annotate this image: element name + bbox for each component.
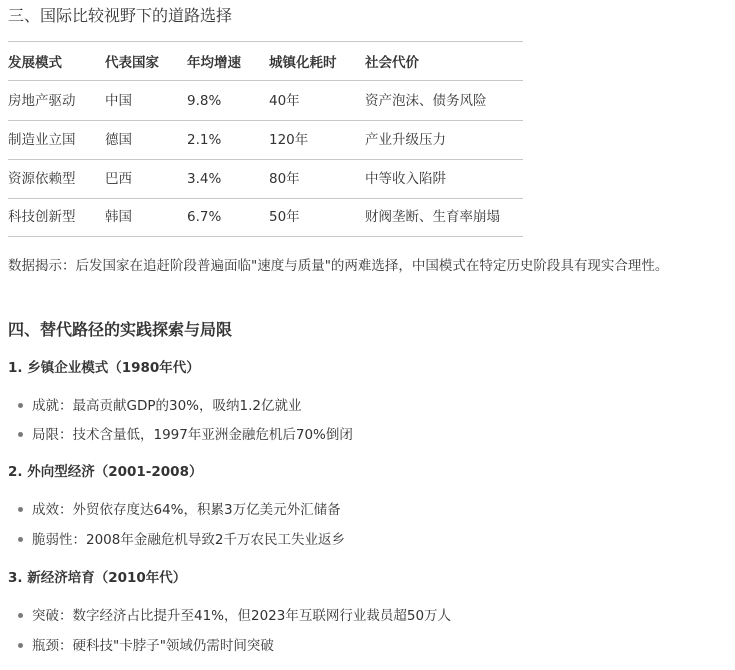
table-cell: 资产泡沫、债务风险: [365, 93, 487, 109]
list-item-text: 突破：数字经济占比提升至41%，但2023年互联网行业裁员超50万人: [32, 608, 452, 624]
table-cell: 制造业立国: [8, 132, 76, 148]
list-item: [32, 606, 451, 626]
table-rule: [8, 120, 523, 121]
table-cell: 50年: [269, 209, 300, 225]
table-cell: 2.1%: [187, 132, 222, 148]
table-rule: [8, 159, 523, 160]
list-item: [32, 396, 301, 416]
bullet-icon: [18, 403, 23, 408]
table-cell: 产业升级压力: [365, 132, 446, 148]
table-cell: 3.4%: [187, 171, 222, 187]
table-cell: 6.7%: [187, 209, 222, 225]
header-cell: 城镇化耗时: [269, 55, 337, 71]
list-item-text: 成就：最高贡献GDP的30%，吸纳1.2亿就业: [32, 398, 302, 414]
subsection-heading: 3. 新经济培育（2010年代）: [8, 570, 187, 586]
list-item-text: 脆弱性：2008年金融危机导致2千万农民工失业返乡: [32, 532, 345, 548]
header-cell: 社会代价: [365, 55, 419, 71]
table-cell: 财阀垄断、生育率崩塌: [365, 209, 500, 225]
table-rule: [8, 80, 523, 81]
table-rule: [8, 41, 523, 42]
header-cell: 年均增速: [187, 55, 241, 71]
table-cell: 房地产驱动: [8, 93, 76, 109]
table-cell: 9.8%: [187, 93, 222, 109]
list-item: [32, 636, 274, 656]
list-item-text: 成效：外贸依存度达64%，积累3万亿美元外汇储备: [32, 502, 341, 518]
table-cell: 中国: [105, 93, 132, 109]
list-item: [32, 530, 345, 550]
header-cell: 代表国家: [105, 55, 159, 71]
bullet-icon: [18, 643, 23, 648]
table-cell: 德国: [105, 132, 132, 148]
table-cell: 中等收入陷阱: [365, 171, 446, 187]
table-cell: 韩国: [105, 209, 132, 225]
section-4-heading: 四、替代路径的实践探索与局限: [8, 320, 233, 339]
list-item-text: 瓶颈：硬科技"卡脖子"领域仍需时间突破: [32, 638, 274, 654]
table-rule: [8, 236, 523, 237]
bullet-icon: [18, 507, 23, 512]
data-note: 数据揭示：后发国家在追赶阶段普遍面临"速度与质量"的两难选择，中国模式在特定历史阶段具有现实合理性。: [8, 258, 669, 274]
subsection-heading: 2. 外向型经济（2001-2008）: [8, 464, 203, 480]
table-cell: 40年: [269, 93, 300, 109]
subsection-heading: 1. 乡镇企业模式（1980年代）: [8, 360, 200, 376]
list-item: [32, 425, 353, 445]
table-rule: [8, 198, 523, 199]
header-cell: 发展模式: [8, 55, 62, 71]
table-cell: 资源依赖型: [8, 171, 76, 187]
table-cell: 科技创新型: [8, 209, 76, 225]
bullet-icon: [18, 537, 23, 542]
bullet-icon: [18, 432, 23, 437]
list-item: [32, 500, 341, 520]
bullet-icon: [18, 613, 23, 618]
list-item-text: 局限：技术含量低，1997年亚洲金融危机后70%倒闭: [32, 427, 353, 443]
table-cell: 巴西: [105, 171, 132, 187]
table-cell: 120年: [269, 132, 309, 148]
table-cell: 80年: [269, 171, 300, 187]
section-3-heading: 三、国际比较视野下的道路选择: [8, 6, 233, 25]
